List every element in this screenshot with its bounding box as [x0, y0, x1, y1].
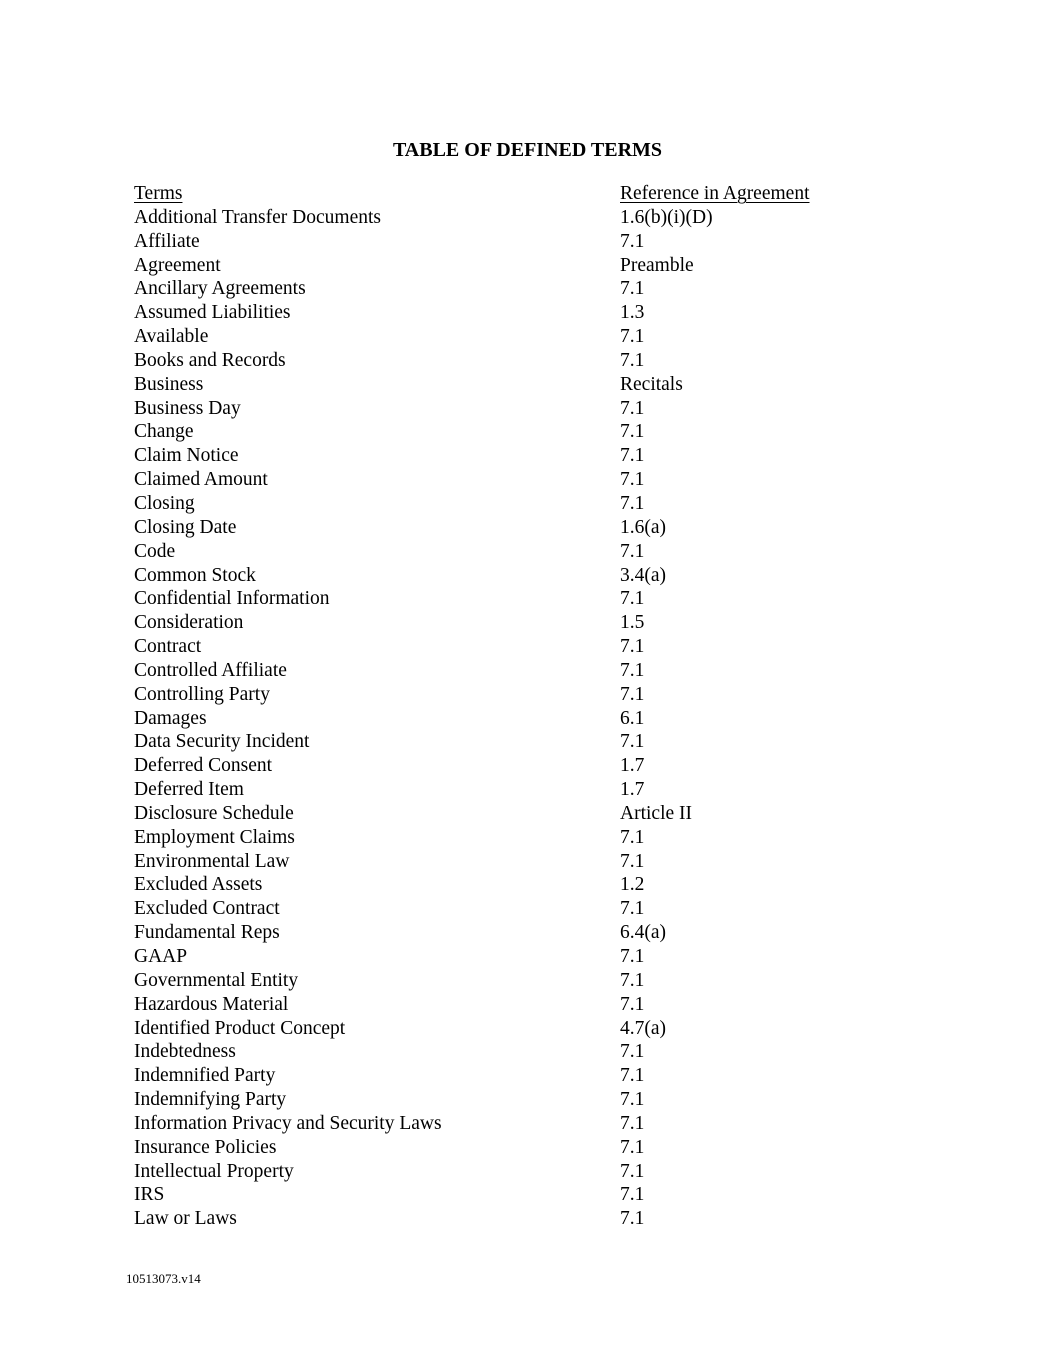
reference-cell: 7.1	[620, 1208, 645, 1230]
reference-cell: 3.4(a)	[620, 564, 667, 586]
term-cell: Code	[134, 540, 176, 562]
reference-cell: 1.6(b)(i)(D)	[620, 206, 713, 228]
term-cell: Excluded Assets	[134, 874, 263, 896]
term-cell: Environmental Law	[134, 850, 290, 872]
table-row	[134, 325, 934, 349]
reference-cell: 7.1	[620, 1065, 645, 1087]
term-cell: Indemnified Party	[134, 1065, 276, 1087]
term-cell: Indebtedness	[134, 1041, 236, 1063]
table-row	[134, 969, 934, 993]
table-row	[134, 516, 934, 540]
reference-cell: 7.1	[620, 278, 645, 300]
term-cell: Identified Product Concept	[134, 1017, 346, 1039]
document-footer-id: 10513073.v14	[126, 1271, 201, 1286]
term-cell: Hazardous Material	[134, 993, 289, 1015]
table-row	[134, 873, 934, 897]
term-cell: Deferred Consent	[134, 755, 273, 777]
reference-cell: 7.1	[620, 1160, 645, 1182]
reference-cell: 1.7	[620, 779, 645, 801]
reference-cell: 1.7	[620, 755, 645, 777]
table-row	[134, 945, 934, 969]
term-cell: Assumed Liabilities	[134, 302, 291, 324]
table-row	[134, 254, 934, 278]
term-cell: Closing	[134, 492, 195, 514]
term-cell: Consideration	[134, 612, 244, 634]
reference-cell: 7.1	[620, 421, 645, 443]
reference-cell: 7.1	[620, 898, 645, 920]
table-row	[134, 659, 934, 683]
reference-cell: 7.1	[620, 826, 645, 848]
table-row	[134, 349, 934, 373]
reference-cell: 7.1	[620, 1041, 645, 1063]
term-cell: Indemnifying Party	[134, 1089, 287, 1111]
table-row	[134, 397, 934, 421]
term-cell: Governmental Entity	[134, 969, 299, 991]
reference-cell: 7.1	[620, 230, 645, 252]
reference-cell: 7.1	[620, 1089, 645, 1111]
term-cell: Affiliate	[134, 230, 200, 252]
table-row	[134, 587, 934, 611]
table-row	[134, 468, 934, 492]
table-row	[134, 826, 934, 850]
reference-cell: 6.4(a)	[620, 922, 667, 944]
table-row	[134, 1064, 934, 1088]
term-cell: Deferred Item	[134, 779, 244, 801]
table-row	[134, 1160, 934, 1184]
reference-cell: 1.5	[620, 612, 645, 634]
reference-cell: 7.1	[620, 1136, 645, 1158]
reference-cell: 7.1	[620, 397, 645, 419]
term-cell: Claim Notice	[134, 445, 239, 467]
table-row	[134, 993, 934, 1017]
term-cell: GAAP	[134, 946, 188, 967]
term-cell: Common Stock	[134, 564, 256, 586]
term-cell: Agreement	[134, 254, 221, 276]
reference-cell: 7.1	[620, 492, 645, 514]
table-row	[134, 301, 934, 325]
column-header-terms: Terms	[134, 183, 183, 204]
reference-cell: 7.1	[620, 659, 645, 681]
table-row	[134, 683, 934, 707]
table-row	[134, 921, 934, 945]
table-row	[134, 277, 934, 301]
table-row	[134, 1088, 934, 1112]
reference-cell: 7.1	[620, 969, 645, 991]
term-cell: Business Day	[134, 397, 241, 419]
table-row	[134, 1040, 934, 1064]
table-header-row	[134, 182, 934, 206]
reference-cell: 7.1	[620, 326, 645, 348]
term-cell: Claimed Amount	[134, 469, 268, 491]
reference-cell: 7.1	[620, 850, 645, 872]
table-row	[134, 420, 934, 444]
term-cell: Controlled Affiliate	[134, 659, 287, 681]
table-row	[134, 897, 934, 921]
term-cell: Intellectual Property	[134, 1160, 294, 1182]
term-cell: Damages	[134, 707, 207, 729]
reference-cell: 7.1	[620, 1112, 645, 1134]
term-cell: Contract	[134, 636, 202, 658]
table-row	[134, 611, 934, 635]
term-cell: Excluded Contract	[134, 898, 280, 920]
table-row	[134, 850, 934, 874]
page-title: TABLE OF DEFINED TERMS	[392, 139, 663, 161]
term-cell: Closing Date	[134, 516, 237, 538]
table-row	[134, 754, 934, 778]
term-cell: Available	[134, 326, 209, 348]
reference-cell: Preamble	[620, 254, 694, 276]
term-cell: Controlling Party	[134, 683, 270, 705]
reference-cell: Article II	[620, 802, 693, 824]
term-cell: Disclosure Schedule	[134, 802, 294, 824]
reference-cell: 6.1	[620, 707, 645, 729]
term-cell: Books and Records	[134, 349, 286, 371]
reference-cell: 7.1	[620, 993, 645, 1015]
reference-cell: 7.1	[620, 588, 645, 610]
reference-cell: 7.1	[620, 540, 645, 562]
table-row	[134, 444, 934, 468]
reference-cell: 1.3	[620, 302, 645, 324]
term-cell: Data Security Incident	[134, 731, 310, 753]
term-cell: Business	[134, 373, 204, 395]
table-row	[134, 564, 934, 588]
table-row	[134, 1112, 934, 1136]
table-body	[134, 206, 934, 1231]
term-cell: IRS	[134, 1184, 165, 1206]
table-row	[134, 778, 934, 802]
column-header-reference: Reference in Agreement	[620, 183, 810, 204]
reference-cell: 4.7(a)	[620, 1017, 667, 1039]
table-row	[134, 707, 934, 731]
table-row	[134, 230, 934, 254]
term-cell: Additional Transfer Documents	[134, 206, 381, 228]
reference-cell: 7.1	[620, 731, 645, 753]
term-cell: Confidential Information	[134, 588, 330, 610]
reference-cell: 7.1	[620, 683, 645, 705]
reference-cell: 7.1	[620, 469, 645, 491]
table-row	[134, 635, 934, 659]
table-row	[134, 373, 934, 397]
term-cell: Fundamental Reps	[134, 922, 280, 944]
table-row	[134, 1017, 934, 1041]
reference-cell: 7.1	[620, 1184, 645, 1206]
term-cell: Ancillary Agreements	[134, 278, 306, 300]
table-row	[134, 540, 934, 564]
reference-cell: 7.1	[620, 636, 645, 658]
table-row	[134, 492, 934, 516]
table-row	[134, 730, 934, 754]
table-row	[134, 802, 934, 826]
table-row	[134, 1183, 934, 1207]
term-cell: Information Privacy and Security Laws	[134, 1112, 442, 1134]
reference-cell: 7.1	[620, 445, 645, 467]
reference-cell: 7.1	[620, 349, 645, 371]
table-row	[134, 206, 934, 230]
reference-cell: Recitals	[620, 373, 683, 395]
term-cell: Employment Claims	[134, 826, 295, 848]
reference-cell: 7.1	[620, 946, 645, 967]
reference-cell: 1.6(a)	[620, 516, 667, 538]
term-cell: Change	[134, 421, 194, 443]
table-row	[134, 1207, 934, 1231]
defined-terms-table	[134, 182, 934, 1231]
reference-cell: 1.2	[620, 874, 645, 896]
term-cell: Insurance Policies	[134, 1136, 277, 1158]
table-row	[134, 1136, 934, 1160]
term-cell: Law or Laws	[134, 1208, 237, 1230]
